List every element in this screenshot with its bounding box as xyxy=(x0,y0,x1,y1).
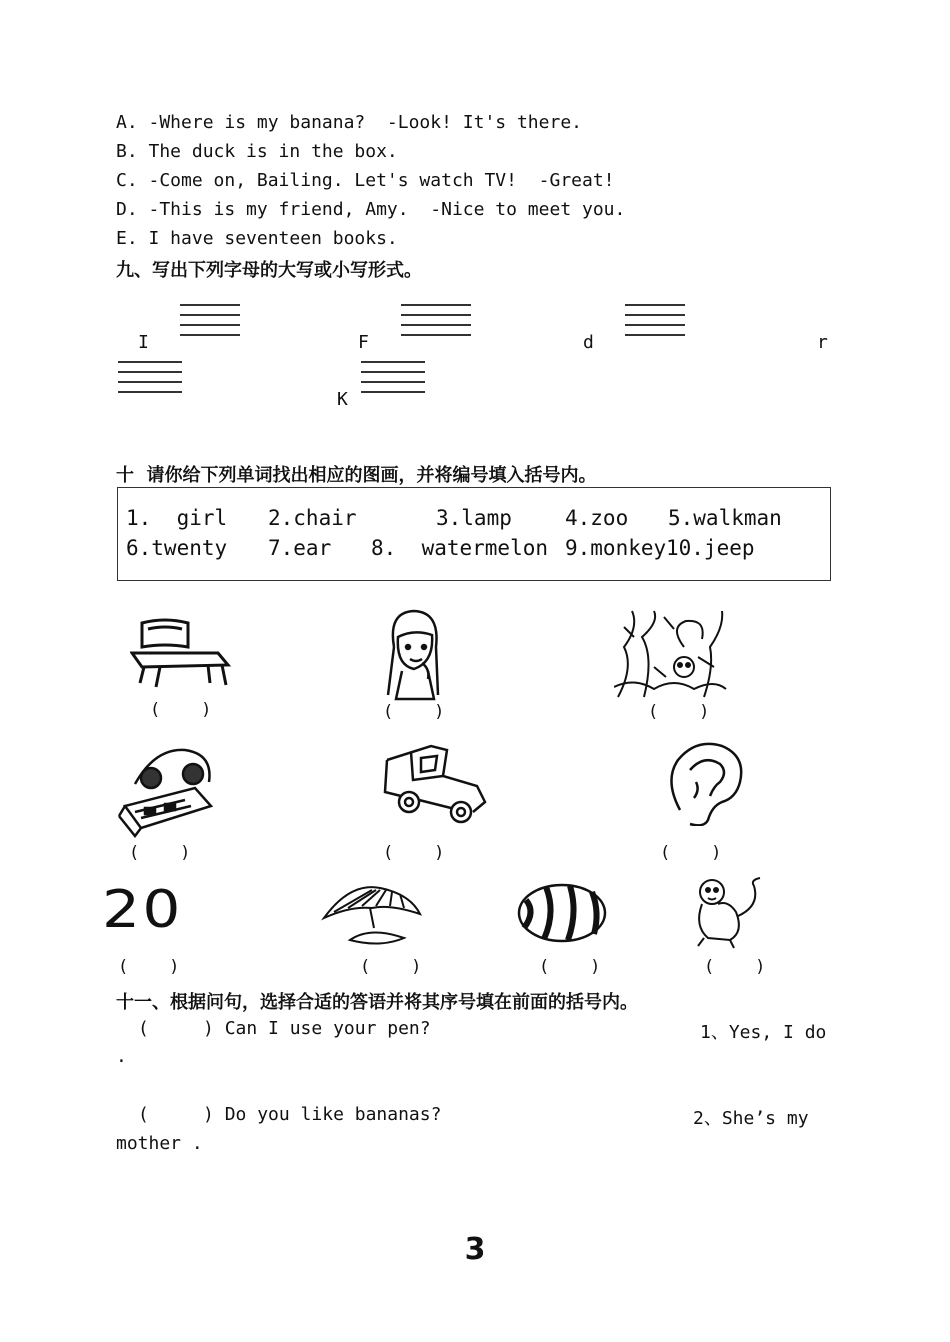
word-8: 8. watermelon xyxy=(371,536,549,560)
section9-heading: 九、写出下列字母的大写或小写形式。 xyxy=(116,260,422,281)
answer-paren[interactable]: ( ) xyxy=(704,957,766,977)
answer-paren[interactable]: ( ) xyxy=(129,843,191,863)
answer-paren[interactable]: ( ) xyxy=(118,957,180,977)
watermelon-picture xyxy=(516,882,608,944)
page-number: 3 xyxy=(464,1232,486,1267)
letter-d: d xyxy=(583,332,594,353)
answer-paren[interactable]: ( ) xyxy=(360,957,422,977)
question-1[interactable]: ( ) Can I use your pen? xyxy=(138,1018,431,1039)
word-6: 6.twenty xyxy=(126,536,228,560)
answer-1: 1、Yes, I do xyxy=(700,1022,827,1043)
option-c: C. -Come on, Bailing. Let's watch TV! -Great! xyxy=(116,170,615,191)
question-2[interactable]: ( ) Do you like bananas? xyxy=(138,1104,442,1125)
word-9: 9.monkey xyxy=(565,536,667,560)
answer-paren[interactable]: ( ) xyxy=(383,843,445,863)
answer-2: 2、She’s my xyxy=(693,1108,809,1129)
monkey-picture xyxy=(690,876,774,950)
section11-heading: 十一、根据问句，选择合适的答语并将其序号填在前面的括号内。 xyxy=(116,992,638,1013)
letter-r: r xyxy=(817,332,828,353)
twenty-number-picture: 20 xyxy=(102,880,183,940)
section10-heading: 十 请你给下列单词找出相应的图画，并将编号填入括号内。 xyxy=(116,465,597,486)
answer-paren[interactable]: ( ) xyxy=(539,957,601,977)
writing-lines[interactable] xyxy=(180,304,240,344)
answer-2-continuation: mother . xyxy=(116,1133,203,1154)
writing-lines[interactable] xyxy=(361,361,425,401)
answer-paren[interactable]: ( ) xyxy=(648,702,710,722)
jeep-picture xyxy=(381,740,491,825)
word-box xyxy=(117,487,831,581)
letter-f: F xyxy=(358,332,369,353)
writing-lines[interactable] xyxy=(118,361,182,401)
zoo-picture xyxy=(614,607,728,701)
option-b: B. The duck is in the box. xyxy=(116,141,398,162)
letter-k: K xyxy=(337,389,348,410)
writing-lines[interactable] xyxy=(401,304,471,344)
word-1: 1. girl xyxy=(126,506,228,530)
answer-paren[interactable]: ( ) xyxy=(660,843,722,863)
option-a: A. -Where is my banana? -Look! It's there. xyxy=(116,112,582,133)
answer-paren[interactable]: ( ) xyxy=(150,700,212,720)
girl-picture xyxy=(378,607,450,702)
word-4: 4.zoo xyxy=(565,506,629,530)
word-7: 7.ear xyxy=(268,536,332,560)
lamp-picture xyxy=(320,882,425,948)
word-3: 3.lamp xyxy=(436,506,512,530)
word-2: 2.chair xyxy=(268,506,357,530)
word-5: 5.walkman xyxy=(668,506,782,530)
answer-paren[interactable]: ( ) xyxy=(383,702,445,722)
option-e: E. I have seventeen books. xyxy=(116,228,398,249)
writing-lines[interactable] xyxy=(625,304,685,344)
walkman-picture xyxy=(115,746,215,838)
word-10: 10.jeep xyxy=(666,536,755,560)
letter-i: I xyxy=(138,332,149,353)
answer-1-continuation: . xyxy=(116,1046,127,1067)
chair-picture xyxy=(130,615,232,690)
option-d: D. -This is my friend, Amy. -Nice to meet you. xyxy=(116,199,626,220)
ear-picture xyxy=(660,740,748,826)
